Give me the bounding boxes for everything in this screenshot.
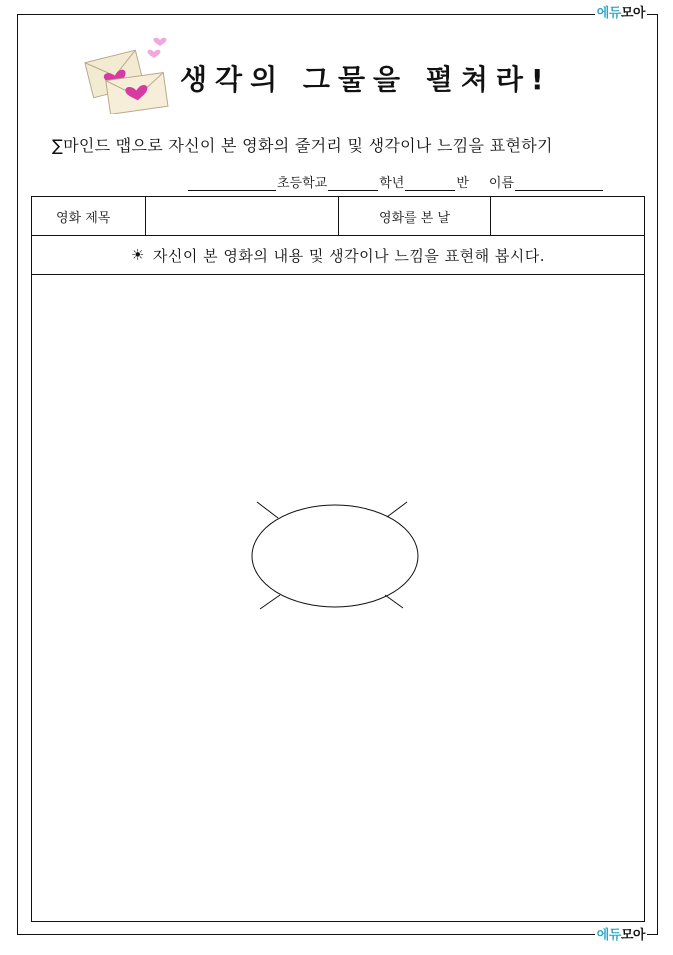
page-subtitle: ∑마인드 맵으로 자신이 본 영화의 줄거리 및 생각이나 느낌을 표현하기 <box>52 136 553 155</box>
grade-blank[interactable] <box>328 176 378 191</box>
page-title: 생각의 그물을 펼쳐라! <box>180 63 552 96</box>
sun-icon: ☀ <box>130 246 145 264</box>
name-blank[interactable] <box>515 176 603 191</box>
brand-logo-bottom: 에듀모아 <box>596 928 645 943</box>
instruction-row <box>32 235 644 275</box>
mindmap-oval-icon <box>245 495 430 615</box>
watch-date-label: 영화를 본 날 <box>339 197 491 235</box>
class-label: 반 <box>456 176 469 191</box>
movie-info-table <box>31 196 645 275</box>
school-label: 초등학교 <box>277 176 328 191</box>
movie-title-field[interactable] <box>146 197 339 235</box>
grade-label: 학년 <box>379 176 405 191</box>
brand-logo-top: 에듀모아 <box>596 6 645 21</box>
name-label: 이름 <box>488 176 515 191</box>
movie-title-label: 영화 제목 <box>32 197 146 235</box>
school-blank[interactable] <box>188 176 276 191</box>
movie-info-row <box>32 197 644 236</box>
heart-envelopes-icon <box>84 32 180 114</box>
class-blank[interactable] <box>405 176 455 191</box>
student-info-line <box>187 172 604 191</box>
watch-date-field[interactable] <box>491 197 644 235</box>
instruction-text: 자신이 본 영화의 내용 및 생각이나 느낌을 표현해 봅시다. <box>152 246 546 265</box>
